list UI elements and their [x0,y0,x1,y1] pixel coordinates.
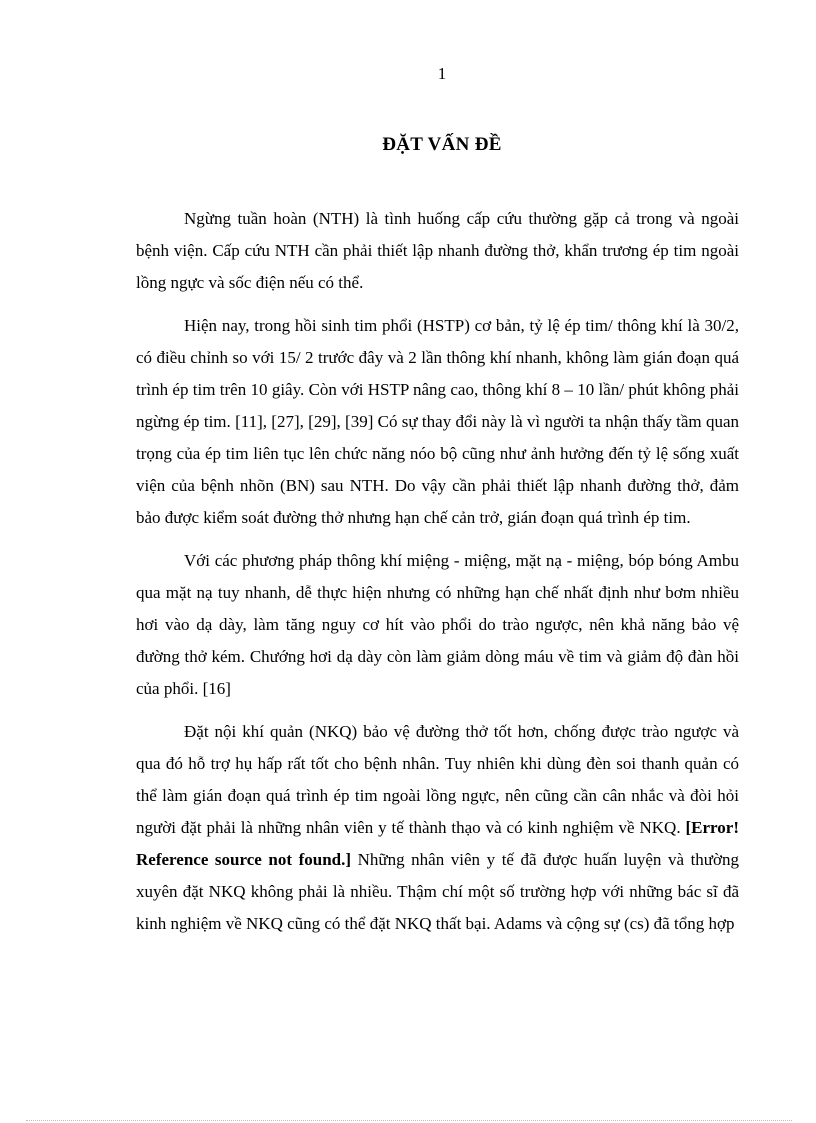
paragraph-1: Ngừng tuần hoàn (NTH) là tình huống cấp cứu thường gặp cả trong và ngoài bệnh viện. Cấp cứu NTH cần phải thiết lập nhanh đường thở, khẩn trương ép tim ngoài lồng ngực và sốc điện nếu có thể. [136,209,739,292]
page-number: 1 [437,64,447,83]
body-text [136,203,739,940]
reference-error-text: [Error! Reference source not found.] [136,818,739,869]
paragraph-3: Với các phương pháp thông khí miệng - miệng, mặt nạ - miệng, bóp bóng Ambu qua mặt nạ tuy nhanh, dễ thực hiện nhưng có những hạn chế nhất định như bơm nhiều hơi vào dạ dày, làm tăng nguy cơ hít vào phổi do trào ngược, nên khả năng bảo vệ đường thở kém. Chướng hơi dạ dày còn làm giảm dòng máu về tim và giảm độ đàn hồi của phổi. [16] [136,551,739,698]
page-bottom-divider [26,1120,792,1121]
page-heading: ĐẶT VẤN ĐỀ [382,134,502,155]
paragraph-2: Hiện nay, trong hồi sinh tim phổi (HSTP) cơ bản, tỷ lệ ép tim/ thông khí là 30/2, có điều chỉnh so với 15/ 2 trước đây và 2 lần thông khí nhanh, không làm gián đoạn quá trình ép tim trên 10 giây. Còn với HSTP nâng cao, thông khí 8 – 10 lần/ phút không phải ngừng ép tim. [11], [27], [29], [39] Có sự thay đổi này là vì người ta nhận thấy tầm quan trọng của ép tim liên tục lên chức năng nóo bộ cũng như ảnh hưởng đến tỷ lệ sống xuất viện của bệnh nhõn (BN) sau NTH. Do vậy cần phải thiết lập nhanh đường thở, đảm bảo được kiểm soát đường thở nhưng hạn chế cản trở, gián đoạn quá trình ép tim. [136,316,739,527]
paragraph-4 [136,716,739,940]
paragraph-4-text-after: Những nhân viên y tế đã được huấn luyện và thường xuyên đặt NKQ không phải là nhiều. Thậm chí một số trường hợp với những bác sĩ đã kinh nghiệm về NKQ cũng có thể đặt NKQ thất bại. Adams và cộng sự (cs) đã tổng hợp [136,850,739,933]
paragraph-4-text-before: Đặt nội khí quản (NKQ) bảo vệ đường thở tốt hơn, chống được trào ngược và qua đó hỗ trợ hụ hấp rất tốt cho bệnh nhân. Tuy nhiên khi dùng đèn soi thanh quản có thể làm gián đoạn quá trình ép tim ngoài lồng ngực, nên cũng cần cân nhắc và đòi hỏi người đặt phải là những nhân viên y tế thành thạo và có kinh nghiệm về NKQ. [136,722,739,837]
